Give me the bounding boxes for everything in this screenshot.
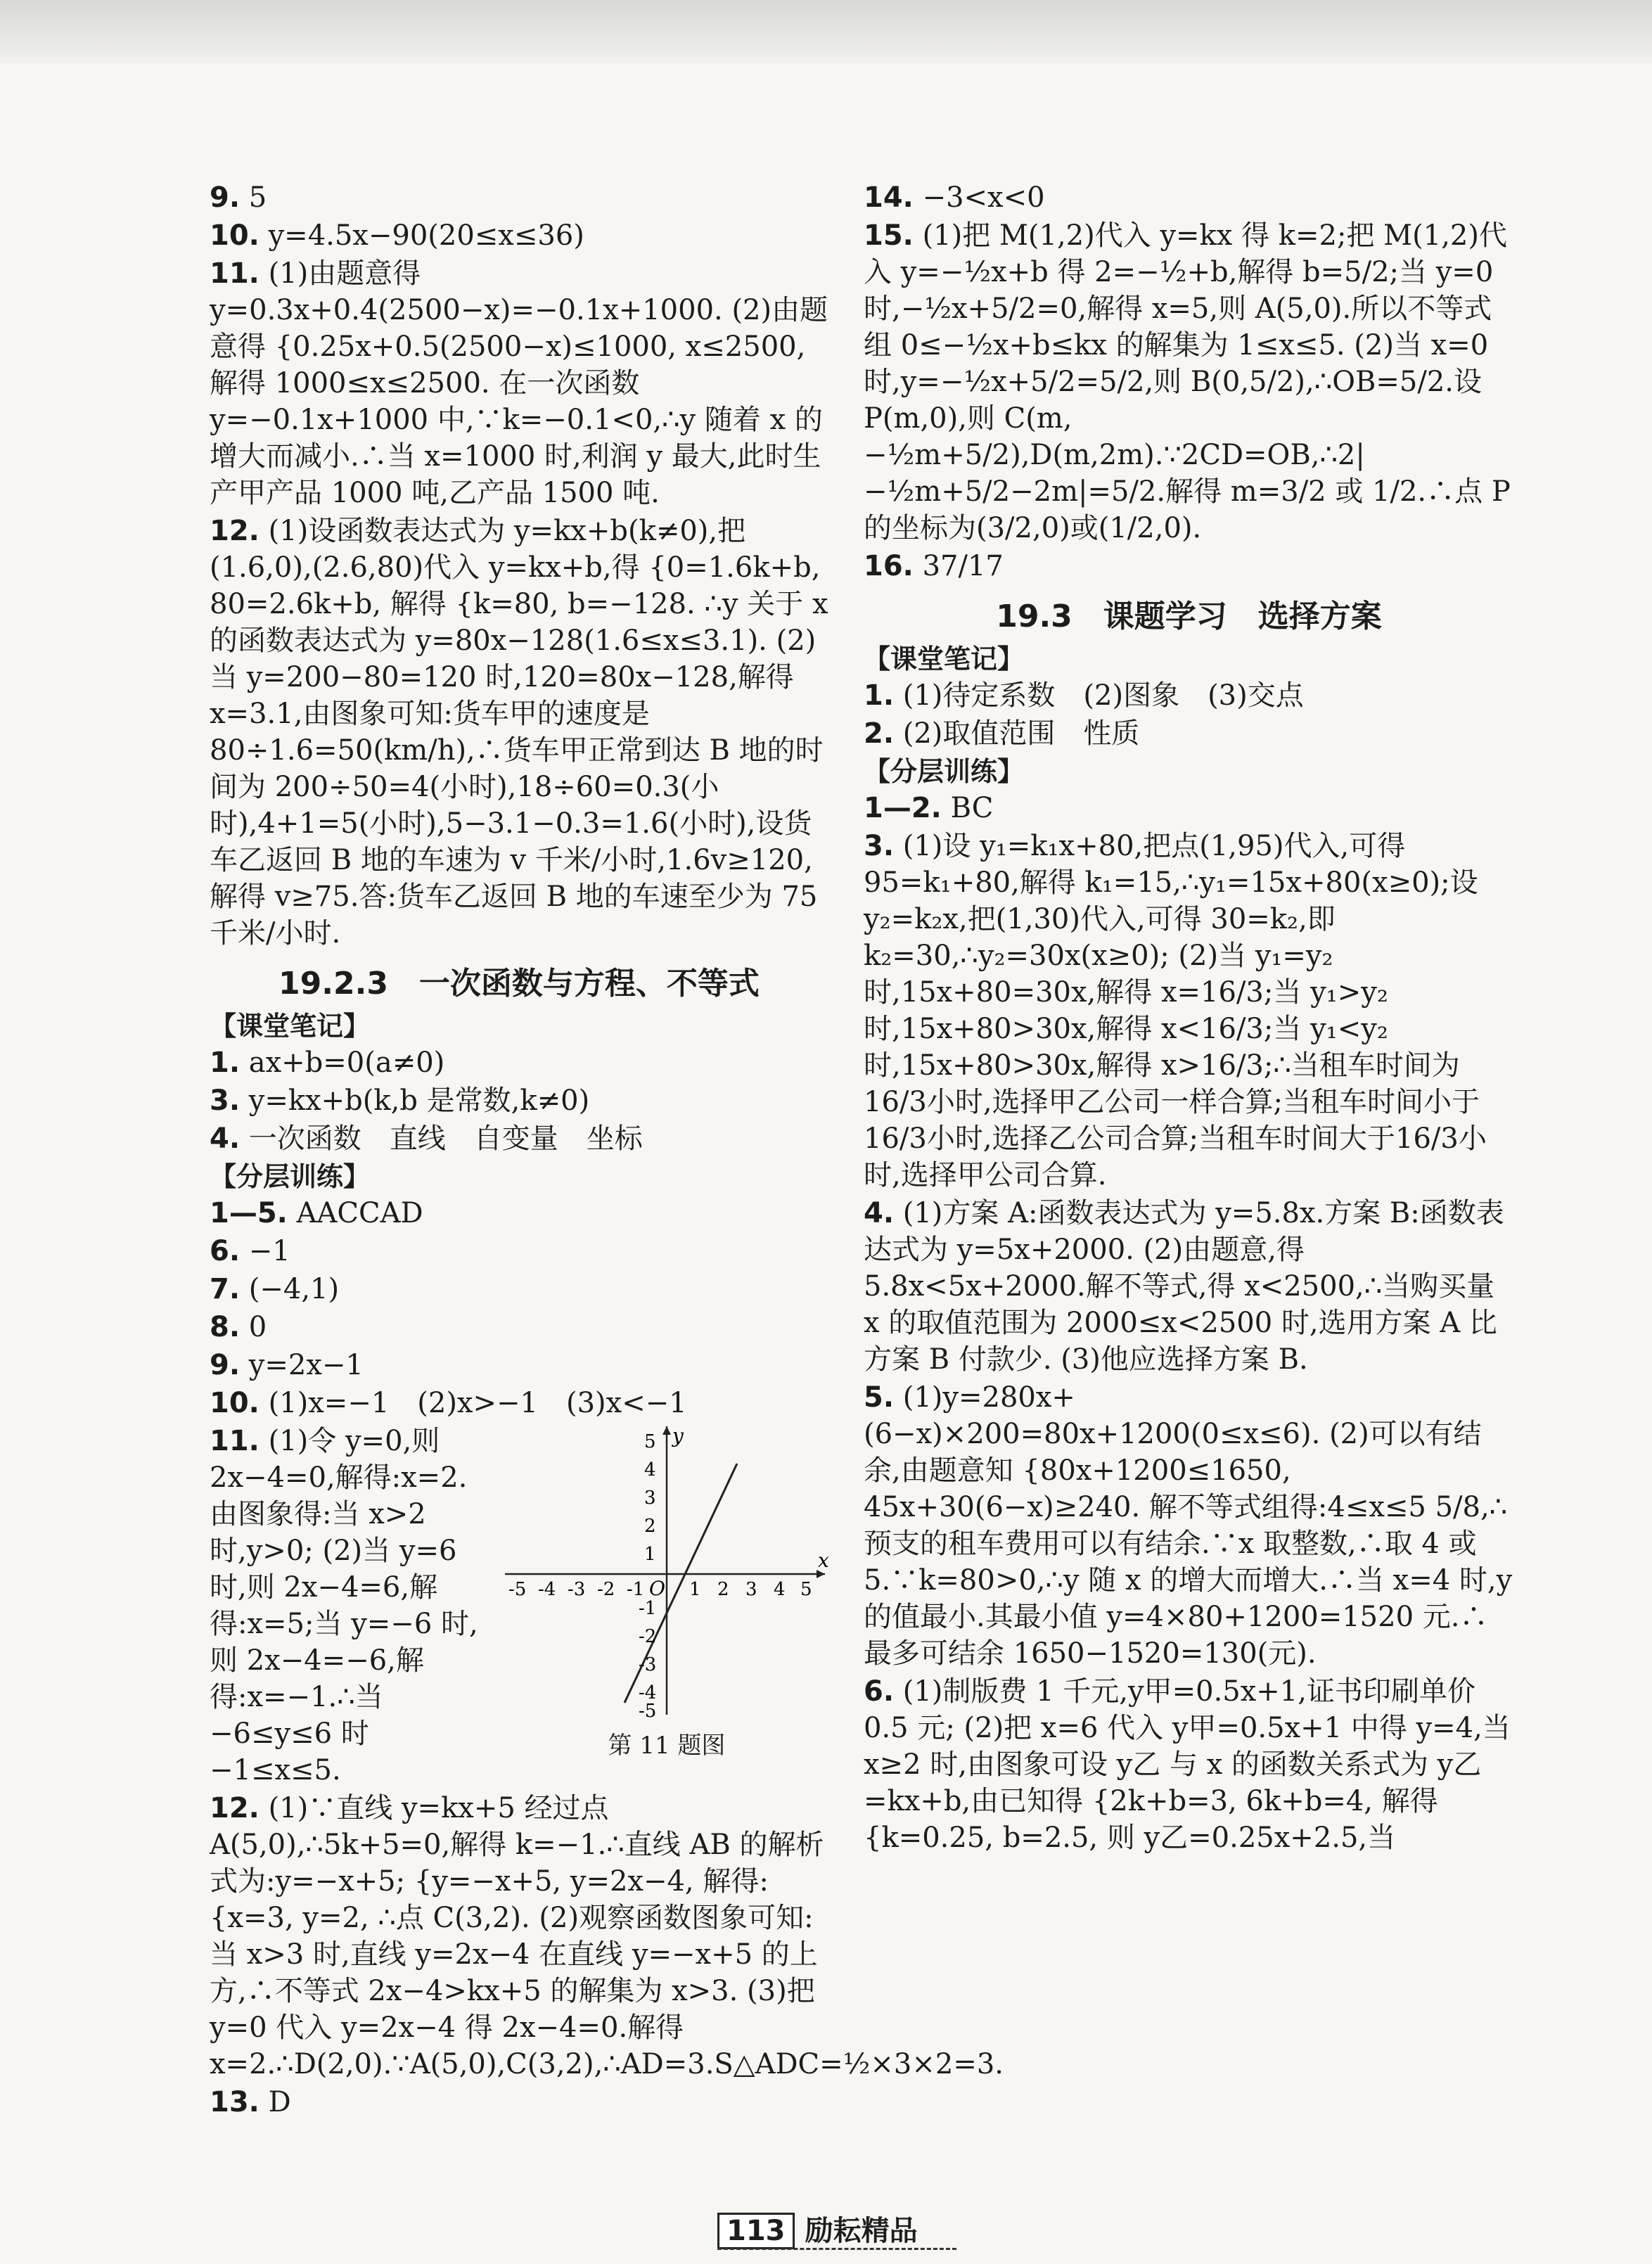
x-tick: 2 <box>717 1579 729 1600</box>
answer-10: 10. y=4.5x−90(20≤x≤36) <box>210 219 584 252</box>
train-7: 7. (−4,1) <box>210 1273 340 1305</box>
origin-label: O <box>649 1577 665 1600</box>
y-tick: 3 <box>644 1488 656 1509</box>
train-9: 9. y=2x−1 <box>210 1349 364 1381</box>
y-tick: 4 <box>644 1459 656 1480</box>
y-axis-arrow <box>662 1426 671 1435</box>
y-tick: -5 <box>639 1701 657 1718</box>
train-13: 13. D <box>210 2086 291 2118</box>
answer-11: 11. (1)由题意得 y=0.3x+0.4(2500−x)=−0.1x+1000. (2)由题意得 {0.25x+0.5(2500−x)≤1000, x≤2500, 解得 1000≤x≤2500. 在一次函数 y=−0.1x+1000 中,∵k=−0.1<0,∴y 随着 x 的增大而减小.∴当 x=1000 时,利润 y 最大,此时生产甲产品 1000 吨,乙产品 1500 吨. <box>210 257 828 509</box>
training-tag: 【分层训练】 <box>210 1161 371 1192</box>
train-8: 8. 0 <box>210 1311 267 1343</box>
note-4: 4. 一次函数 直线 自变量 坐标 <box>210 1123 643 1155</box>
section-title-19-3: 19.3 课题学习 选择方案 <box>996 599 1382 634</box>
training-tag: 【分层训练】 <box>864 756 1025 787</box>
train-3: 3. (1)设 y₁=k₁x+80,把点(1,95)代入,可得 95=k₁+80,解得 k₁=15,∴y₁=15x+80(x≥0);设 y₂=k₂x,把(1,30)代入,可得 30=k₂,即 k₂=30,∴y₂=30x(x≥0); (2)当 y₁=y₂ 时,15x+80=30x,解得 x=16/3;当 y₁>y₂ 时,15x+80>30x,解得 x<16/3;当 y₁<y₂ 时,15x+80>30x,解得 x>16/3;∴当租车时间为16/3小时,选择甲乙公司一样合算;当租车时间小于16/3小时,选择乙公司合算;当租车时间大于16/3小时,选择甲公司合算. <box>864 830 1487 1191</box>
x-tick: 3 <box>745 1579 757 1600</box>
notes-tag: 【课堂笔记】 <box>210 1011 371 1042</box>
x-tick: 4 <box>774 1579 786 1600</box>
note-2: 2. (2)取值范围 性质 <box>864 717 1140 750</box>
y-tick: -4 <box>639 1682 657 1703</box>
train-1-5: 1—5. AACCAD <box>210 1197 423 1229</box>
train-6: 6. (1)制版费 1 千元,y甲=0.5x+1,证书印刷单价 0.5 元; (2)把 x=6 代入 y甲=0.5x+1 中得 y=4,当 x≥2 时,由图象可设 y乙 与 x 的函数关系式为 y乙=kx+b,由已知得 {2k+b=3, 6k+b=4, 解得 {k=0.25, b=2.5, 则 y乙=0.25x+2.5,当 <box>864 1675 1511 1854</box>
y-tick: -3 <box>639 1654 657 1675</box>
note-1: 1. ax+b=0(a≠0) <box>210 1047 445 1079</box>
train-5: 5. (1)y=280x+(6−x)×200=80x+1200(0≤x≤6). (2)可以有结余,由题意知 {80x+1200≤1650, 45x+30(6−x)≥240. 解不等式组得:4≤x≤5 5/8,∴预支的租车费用可以有结余.∵x 取整数,∴取 4 或 5.∵k=80>0,∴y 随 x 的增大而增大.∴当 x=4 时,y 的值最小.其最小值 y=4×80+1200=1520 元.∴最多可结余 1650−1520=130(元). <box>864 1381 1513 1670</box>
train-11: 11. (1)令 y=0,则 2x−4=0,解得:x=2.由图象得:当 x>2 时,y>0; (2)当 y=6 时,则 2x−4=6,解得:x=5;当 y=−6 时,则 2x−4=−6,解得:x=−1.∴当−6≤y≤6 时−1≤x≤5. <box>210 1425 478 1786</box>
train-1-2: 1—2. BC <box>864 792 994 824</box>
train-12: 12. (1)∵直线 y=kx+5 经过点 A(5,0),∴5k+5=0,解得 k=−1.∴直线 AB 的解析式为:y=−x+5; {y=−x+5, y=2x−4, 解得: {x=3, y=2, ∴点 C(3,2). (2)观察函数图象可知:当 x>3 时,直线 y=2x−4 在直线 y=−x+5 的上方,∴不等式 2x−4>kx+5 的解集为 x>3. (3)把 y=0 代入 y=2x−4 得 2x−4=0.解得 x=2.∴D(2,0).∵A(5,0),C(3,2),∴AD=3.S△ADC=½×3×2=3. <box>210 1792 1004 2080</box>
x-axis-label: x <box>818 1549 828 1572</box>
answer-15: 15. (1)把 M(1,2)代入 y=kx 得 k=2;把 M(1,2)代入 y=−½x+b 得 2=−½+b,解得 b=5/2;当 y=0 时,−½x+5/2=0,解得 x=5,则 A(5,0).所以不等式组 0≤−½x+b≤kx 的解集为 1≤x≤5. (2)当 x=0 时,y=−½x+5/2=5/2,则 B(0,5/2),∴OB=5/2.设 P(m,0),则 C(m,−½m+5/2),D(m,2m).∵2CD=OB,∴2|−½m+5/2−2m|=5/2.解得 m=3/2 或 1/2.∴点 P 的坐标为(3/2,0)或(1/2,0). <box>864 219 1511 544</box>
x-tick: -5 <box>508 1579 527 1600</box>
note-3: 3. y=kx+b(k,b 是常数,k≠0) <box>210 1085 590 1117</box>
y-tick: -1 <box>639 1598 657 1619</box>
x-tick: -2 <box>597 1579 615 1600</box>
graph-caption: 第 11 题图 <box>608 1732 726 1760</box>
top-scan-band <box>0 0 1652 63</box>
footer-dashed-rule <box>717 2248 956 2250</box>
right-column <box>864 179 1514 1857</box>
train-4: 4. (1)方案 A:函数表达式为 y=5.8x.方案 B:函数表达式为 y=5x+2000. (2)由题意,得 5.8x<5x+2000.解不等式,得 x<2500,∴当购买量 x 的取值范围为 2000≤x<2500 时,选用方案 A 比方案 B 付款少. (3)他应选择方案 B. <box>864 1197 1504 1376</box>
x-tick: -3 <box>568 1579 586 1600</box>
y-tick: 1 <box>644 1544 656 1565</box>
section-title-19-2-3: 19.2.3 一次函数与方程、不等式 <box>278 966 760 1002</box>
y-tick: -2 <box>639 1626 657 1647</box>
x-tick: -1 <box>627 1579 645 1600</box>
train-10: 10. (1)x=−1 (2)x>−1 (3)x<−1 <box>210 1387 687 1419</box>
brand-logo-text: 励耘精品 <box>805 2214 918 2247</box>
page-footer <box>717 2208 956 2251</box>
x-tick: -4 <box>538 1579 556 1600</box>
x-tick: 1 <box>689 1579 701 1600</box>
y-tick: 5 <box>644 1431 656 1452</box>
note-1: 1. (1)待定系数 (2)图象 (3)交点 <box>864 679 1304 712</box>
train-6: 6. −1 <box>210 1235 290 1267</box>
graph-svg <box>505 1423 828 1718</box>
y-axis-label: y <box>672 1424 684 1447</box>
y-tick: 2 <box>644 1516 656 1537</box>
x-tick: 5 <box>800 1579 812 1600</box>
answer-9: 9. 5 <box>210 181 267 214</box>
answer-14: 14. −3<x<0 <box>864 181 1045 214</box>
answer-16: 16. 37/17 <box>864 550 1004 582</box>
page-number: 113 <box>717 2213 795 2249</box>
graph-figure-11 <box>505 1423 828 1764</box>
answer-12: 12. (1)设函数表达式为 y=kx+b(k≠0),把(1.6,0),(2.6,80)代入 y=kx+b,得 {0=1.6k+b, 80=2.6k+b, 解得 {k=80, b=−128. ∴y 关于 x 的函数表达式为 y=80x−128(1.6≤x≤3.1). (2)当 y=200−80=120 时,120=80x−128,解得 x=3.1,由图象可知:货车甲的速度是 80÷1.6=50(km/h),∴货车甲正常到达 B 地的时间为 200÷50=4(小时),18÷60=0.3(小时),4+1=5(小时),5−3.1−0.3=1.6(小时),设货车乙返回 B 地的车速为 v 千米/小时,1.6v≥120,解得 v≥75.答:货车乙返回 B 地的车速至少为 75 千米/小时. <box>210 515 828 949</box>
notes-tag: 【课堂笔记】 <box>864 644 1025 674</box>
